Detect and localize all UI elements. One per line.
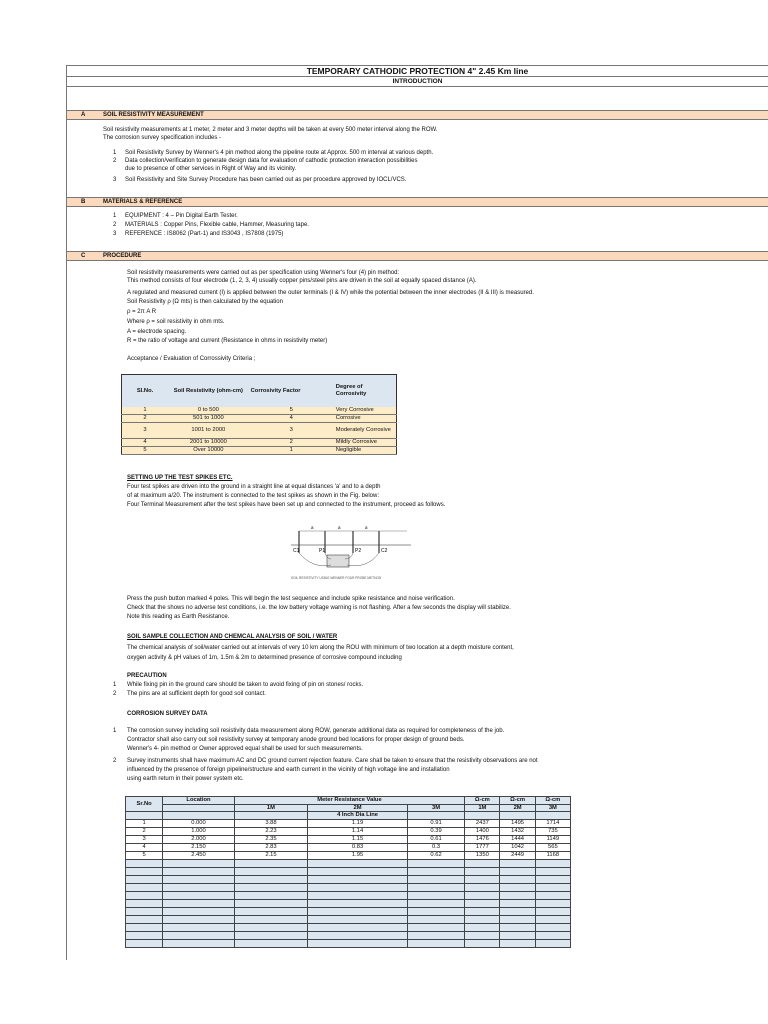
table-row <box>122 439 397 447</box>
list-number: 1 <box>113 682 117 688</box>
paragraph: Soil resistivity measurements at 1 meter, 2 meter and 3 meter depths will be taken at every 500 meter interval along the ROW. <box>103 127 438 133</box>
table-cell: 1.000 <box>163 828 234 836</box>
table-cell: 1.19 <box>308 820 408 828</box>
table-header: Sl.No. <box>122 375 169 407</box>
table-row <box>122 415 397 423</box>
list-number: 1 <box>113 213 117 219</box>
table-cell: 565 <box>535 844 570 852</box>
section-title: MATERIALS & REFERENCE <box>103 199 183 205</box>
table-header: Sr.No <box>126 797 163 812</box>
table-cell: Mildly Corrosive <box>334 439 397 447</box>
table-header: Soil Resistivity (ohm-cm) <box>168 375 249 407</box>
section-c-header <box>67 251 768 261</box>
table-cell: Moderately Corrosive <box>334 423 397 439</box>
table-header: Ω-cm <box>465 797 500 805</box>
subheading: SETTING UP THE TEST SPIKES ETC. <box>127 475 233 481</box>
table-cell: 3 <box>122 423 169 439</box>
spacing-label: a <box>338 525 341 530</box>
table-cell: 0 to 500 <box>168 407 249 415</box>
section-letter: B <box>81 199 86 205</box>
label-p2: P2 <box>355 548 362 554</box>
table-cell: 5 <box>122 447 169 455</box>
table-row <box>126 820 571 828</box>
section-letter: C <box>81 253 86 259</box>
table-cell: 1495 <box>500 820 535 828</box>
table-cell: 0.62 <box>407 852 464 860</box>
list-number: 2 <box>113 222 117 228</box>
list-item: using earth return in their power system etc. <box>127 776 244 782</box>
procedure-line: A = electrode spacing. <box>127 329 187 335</box>
document-sheet <box>66 65 768 960</box>
resistivity-data-table <box>125 796 571 948</box>
table-cell: 1.95 <box>308 852 408 860</box>
table-cell: 2.15 <box>234 852 307 860</box>
table-cell: 1042 <box>500 844 535 852</box>
table-cell: 2 <box>122 415 169 423</box>
list-number: 2 <box>113 691 117 697</box>
table-row <box>126 836 571 844</box>
list-item: While fixing pin in the ground care should be taken to avoid fixing of pin on stones/ rocks. <box>127 682 364 688</box>
label-p1: P1 <box>319 548 326 554</box>
group-label: 4 Inch Dia Line <box>308 812 408 820</box>
table-cell: 3 <box>126 836 163 844</box>
table-row-empty <box>126 916 571 924</box>
table-row-empty <box>126 940 571 948</box>
table-cell: 0.39 <box>407 828 464 836</box>
table-cell: 3.88 <box>234 820 307 828</box>
table-cell: 1149 <box>535 836 570 844</box>
table-cell: 1.14 <box>308 828 408 836</box>
acceptance-line: Acceptance / Evaluation of Corrossivity Criteria ; <box>127 356 256 362</box>
table-cell: 1714 <box>535 820 570 828</box>
table-header: 3M <box>407 804 464 812</box>
table-cell: 5 <box>126 852 163 860</box>
table-cell: Over 10000 <box>168 447 249 455</box>
table-cell: 1.15 <box>308 836 408 844</box>
list-item: Contractor shall also carry out soil resistivity survey at temporary anode ground bed locations for proper design of ground beds. <box>127 737 465 743</box>
table-header: 2M <box>500 804 535 812</box>
table-header: Corrosivity Factor <box>249 375 334 407</box>
table-header: 1M <box>465 804 500 812</box>
list-item: The corrosion survey including soil resistivity data measurement along ROW, generate additional data as required for completeness of the job. <box>127 728 505 734</box>
table-row-empty <box>126 932 571 940</box>
table-cell: 2 <box>126 828 163 836</box>
subheading: PRECAUTION <box>127 673 167 679</box>
table-cell: 1350 <box>465 852 500 860</box>
table-cell: 0.000 <box>163 820 234 828</box>
table-cell: 2.450 <box>163 852 234 860</box>
table-cell: 501 to 1000 <box>168 415 249 423</box>
table-row-empty <box>126 924 571 932</box>
table-cell: 1 <box>126 820 163 828</box>
table-cell: 4 <box>126 844 163 852</box>
table-cell: 0.61 <box>407 836 464 844</box>
list-item: due to presence of other services in Right of Way and its vicinity. <box>125 166 297 172</box>
table-cell: 2.150 <box>163 844 234 852</box>
procedure-line: A regulated and measured current (I) is applied between the outer terminals (I & IV) while the potential between the inner electrodes (II & III) is measured. <box>127 290 534 296</box>
procedure-line: Where ρ = soil resistivity in ohm mts. <box>127 319 225 325</box>
procedure-line: Soil resistivity measurements were carried out as per specification using Wenner's four (4) pin method: <box>127 270 400 276</box>
table-cell: 0.83 <box>308 844 408 852</box>
table-header: Location <box>163 797 234 805</box>
table-row-empty <box>126 876 571 884</box>
table-row-empty <box>126 868 571 876</box>
table-row-empty <box>126 900 571 908</box>
list-number: 2 <box>113 758 117 764</box>
table-header: Ω-cm <box>500 797 535 805</box>
list-number: 3 <box>113 177 117 183</box>
spikes-line: of at maximum a/20. The instrument is connected to the test spikes as shown in the Fig. below: <box>127 493 380 499</box>
section-title: SOIL RESISTIVITY MEASUREMENT <box>103 112 204 118</box>
table-row <box>126 852 571 860</box>
table-header: Degree of Corrosivity <box>334 375 397 407</box>
table-cell: Corrosive <box>334 415 397 423</box>
sample-line: The chemical analysis of soil/water carried out at intervals of very 10 km along the ROU with minimum of two location at a depth moisture content, <box>127 645 514 651</box>
table-cell: 1777 <box>465 844 500 852</box>
table-cell: 2437 <box>465 820 500 828</box>
press-line: Press the push button marked 4 poles. This will begin the test sequence and include spike resistance and noise verification. <box>127 596 455 602</box>
list-number: 3 <box>113 231 117 237</box>
corrosivity-criteria-table <box>121 374 397 455</box>
table-header: Meter Resistance Value <box>234 797 465 805</box>
table-row <box>122 423 397 439</box>
table-row-empty <box>126 892 571 900</box>
press-line: Check that the shows no adverse test conditions, i.e. the low battery voltage warning is not flashing. After a few seconds the display will stabilize. <box>127 605 511 611</box>
list-item: REFERENCE : IS8062 (Part-1) and IS3043 , IS7808 (1975) <box>125 231 284 237</box>
table-header-row <box>122 375 397 407</box>
wenner-four-probe-figure <box>287 523 417 581</box>
table-cell: 2449 <box>500 852 535 860</box>
procedure-formula: ρ = 2π A R <box>127 309 157 315</box>
table-cell: 1432 <box>500 828 535 836</box>
spacing-label: a <box>365 525 368 530</box>
list-item: Soil Resistivity Survey by Wenner's 4 pin method along the pipeline route at Approx. 500 m interval at various depth. <box>125 150 434 156</box>
table-row-empty <box>126 908 571 916</box>
table-header: Ω-cm <box>535 797 570 805</box>
section-letter: A <box>81 112 86 118</box>
table-group-row <box>126 812 571 820</box>
table-cell: 5 <box>249 407 334 415</box>
table-cell: 0.3 <box>407 844 464 852</box>
table-cell: 1 <box>249 447 334 455</box>
list-item: The pins are at sufficient depth for good soil contact. <box>127 691 266 697</box>
procedure-line: R = the ratio of voltage and current (Resistance in ohms in resistivity meter) <box>127 338 328 344</box>
table-cell: 0.91 <box>407 820 464 828</box>
list-item: Survey instruments shall have maximum AC and DC ground current rejection feature. Care shall be taken to ensure that the resistivity observations are not <box>127 758 538 764</box>
table-cell: 2.35 <box>234 836 307 844</box>
procedure-line: This method consists of four electrode (1, 2, 3, 4) usually copper pins/steel pins are driven in the soil at equally spaced distance (A). <box>127 278 477 284</box>
press-line: Note this reading as Earth Resistance. <box>127 614 230 620</box>
spikes-line: Four Terminal Measurement after the test spikes have been set up and connected to the instrument, proceed as follows. <box>127 502 446 508</box>
label-c2: C2 <box>381 548 388 554</box>
list-item: Wenner's 4- pin method or Owner approved equal shall be used for such measurements. <box>127 746 363 752</box>
list-number: 1 <box>113 728 117 734</box>
table-cell: 1 <box>122 407 169 415</box>
list-item: influenced by the presence of foreign pipeline/structure and earth current in the vicinity of high voltage line and installation <box>127 767 450 773</box>
section-title: PROCEDURE <box>103 253 142 259</box>
table-cell: Negligible <box>334 447 397 455</box>
table-row <box>122 447 397 455</box>
spikes-line: Four test spikes are driven into the ground in a straight line at equal distances 'a' and to a depth <box>127 484 381 490</box>
table-cell: 1168 <box>535 852 570 860</box>
table-row-empty <box>126 860 571 868</box>
list-item: Data collection/verification to generate design data for evaluation of cathodic protection interaction possibilities <box>125 158 418 164</box>
list-number: 1 <box>113 150 117 156</box>
table-cell: 2.23 <box>234 828 307 836</box>
table-header <box>163 804 234 812</box>
table-cell: 1444 <box>500 836 535 844</box>
spacing-label: a <box>311 525 314 530</box>
section-b-header <box>67 197 768 207</box>
label-c1: C1 <box>293 548 300 554</box>
table-cell: 4 <box>249 415 334 423</box>
table-header: 2M <box>308 804 408 812</box>
page-title: TEMPORARY CATHODIC PROTECTION 4" 2.45 Km line <box>67 65 768 77</box>
table-header-row <box>126 797 571 805</box>
list-item: Soil Resistivity and Site Survey Procedure has been carried out as per procedure approved by IOCL/VCS. <box>125 177 407 183</box>
table-cell: 1476 <box>465 836 500 844</box>
table-cell: 1001 to 2000 <box>168 423 249 439</box>
table-header: 1M <box>234 804 307 812</box>
sample-line: oxygen activity & pH values of 1m, 1.5m & 2m to determined presence of corrosive compound including <box>127 655 402 661</box>
paragraph: The corrosion survey specification includes - <box>103 135 222 141</box>
table-cell: 2.000 <box>163 836 234 844</box>
table-row <box>126 828 571 836</box>
table-row <box>126 844 571 852</box>
table-subheader-row <box>126 804 571 812</box>
table-cell: Very Corrosive <box>334 407 397 415</box>
table-cell: 4 <box>122 439 169 447</box>
list-number: 2 <box>113 158 117 164</box>
subheading: CORROSION SURVEY DATA <box>127 711 208 717</box>
list-item: MATERIALS : Copper Pins, Flexible cable, Hammer, Measuring tape. <box>125 222 309 228</box>
table-header: 3M <box>535 804 570 812</box>
section-a-header <box>67 110 768 120</box>
table-cell: 3 <box>249 423 334 439</box>
list-item: EQUIPMENT : 4 – Pin Digital Earth Tester. <box>125 213 238 219</box>
table-row-empty <box>126 884 571 892</box>
figure-caption: SOIL RESISTIVITY USING WENNER FOUR PROBE METHOD <box>291 576 382 580</box>
table-cell: 2001 to 10000 <box>168 439 249 447</box>
table-cell: 2.83 <box>234 844 307 852</box>
subheading: SOIL SAMPLE COLLECTION AND CHEMCAL ANALYSIS OF SOIL / WATER <box>127 634 338 640</box>
introduction-heading: INTRODUCTION <box>67 77 768 87</box>
table-cell: 1400 <box>465 828 500 836</box>
table-cell: 735 <box>535 828 570 836</box>
table-cell: 2 <box>249 439 334 447</box>
procedure-line: Soil Resistivity ρ (Ω mts) is then calculated by the equation <box>127 299 283 305</box>
table-row <box>122 407 397 415</box>
